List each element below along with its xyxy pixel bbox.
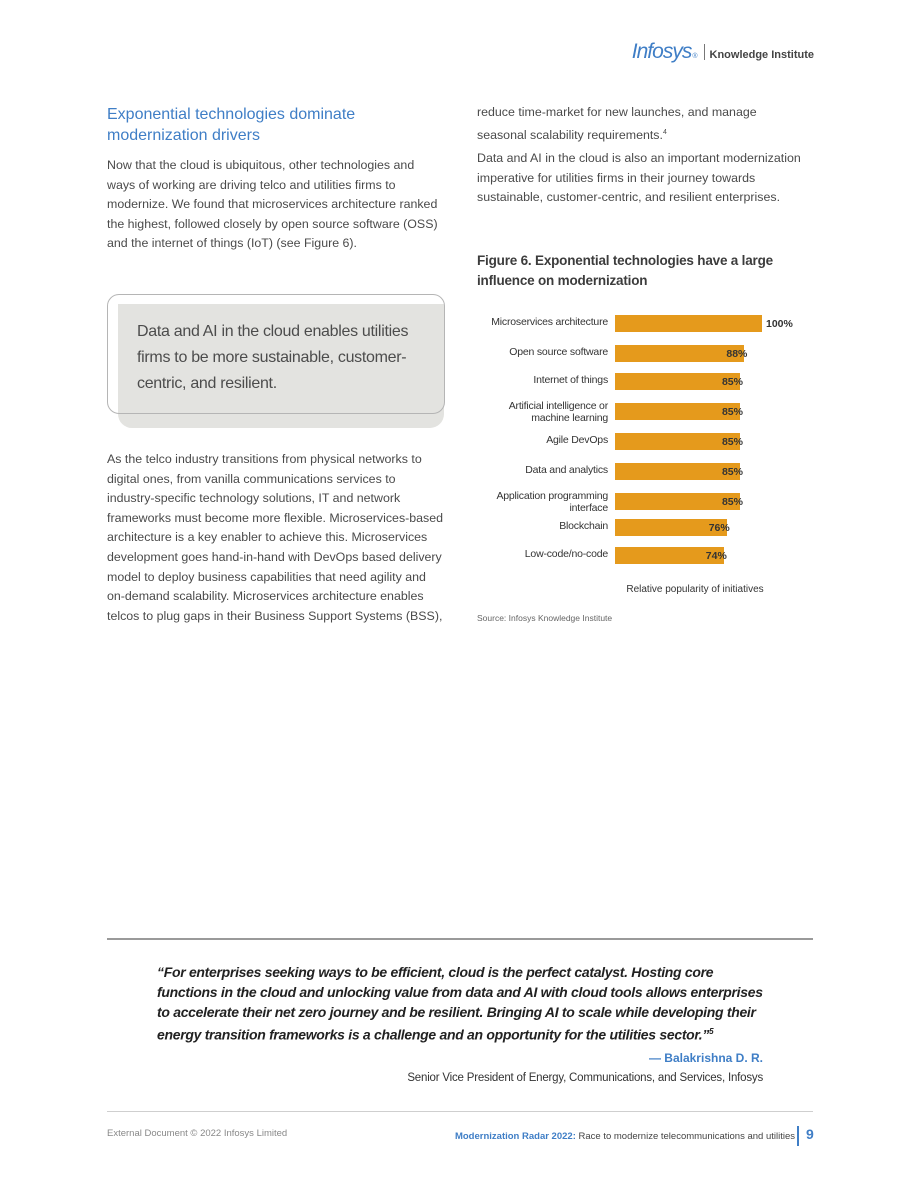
- continued-paragraph-text: reduce time-market for new launches, and manage seasonal scalability requirements.: [477, 105, 757, 142]
- section-heading: Exponential technologies dominate modernization drivers: [107, 106, 356, 144]
- bar-chart: [480, 305, 810, 600]
- bar-value-label: 85%: [721, 376, 743, 388]
- pull-quote-text: “For enterprises seeking ways to be efficient, cloud is the perfect catalyst. Hosting core functions in the cloud and unlocking value from data and AI with cloud tools allows enterprises to accelerate their net zero journey and be resilient. Bringing AI to scale while developing their energy transition frameworks is a challenge and an opportunity for the utilities sector.”: [157, 964, 763, 1043]
- bar-value-label: 85%: [721, 406, 743, 418]
- bar-label: Internet of things: [533, 373, 608, 386]
- pull-quote: [157, 962, 767, 1045]
- page-number: 9: [806, 1126, 814, 1142]
- logo-subtitle: Knowledge Institute: [709, 49, 814, 61]
- quote-divider: [107, 938, 813, 940]
- footer-copyright: External Document © 2022 Infosys Limited: [107, 1128, 288, 1139]
- bar-value-label: 85%: [721, 496, 743, 508]
- continued-paragraph: [477, 103, 807, 145]
- report-title: Modernization Radar 2022:: [454, 1131, 576, 1142]
- figure-title: Figure 6. Exponential technologies have a large influence on modernization: [477, 253, 773, 288]
- footer-report-title: [455, 1131, 795, 1142]
- bar-label: Microservices architecture: [491, 315, 608, 328]
- bar-label: Data and analytics: [525, 463, 608, 476]
- bar-value-label: 88%: [726, 348, 748, 360]
- intro-paragraph: Now that the cloud is ubiquitous, other technologies and ways of working are driving telco and utilities firms to modernize. We found that microservices architecture ranked the highest, followed closely by open source software (OSS) and the internet of things (IoT) (see Figure 6).: [107, 158, 438, 251]
- bar-label: Artificial intelligence or machine learning: [508, 399, 608, 424]
- callout-quote: Data and AI in the cloud enables utilities firms to be more sustainable, customer-centric, and resilient.: [137, 323, 409, 392]
- bar-label: Agile DevOps: [546, 433, 608, 446]
- footer-divider: [107, 1111, 813, 1112]
- bar-label: Application programming interface: [496, 489, 608, 514]
- bar-value-label: 76%: [708, 522, 730, 534]
- bar-value-label: 100%: [766, 318, 793, 330]
- figure-source: Source: Infosys Knowledge Institute: [477, 613, 613, 623]
- bar-value-label: 85%: [721, 436, 743, 448]
- bar: [615, 345, 744, 362]
- logo-registered-mark: ®: [692, 53, 698, 60]
- bar-label: Blockchain: [559, 519, 608, 532]
- bar-label: Low-code/no-code: [524, 547, 608, 560]
- page-number-bar: [797, 1126, 799, 1146]
- data-ai-paragraph: Data and AI in the cloud is also an important modernization imperative for utilities firms in their journey towards sustainable, customer-centric, and resilient enterprises.: [477, 151, 801, 205]
- quote-author-role: Senior Vice President of Energy, Communications, and Services, Infosys: [407, 1072, 763, 1084]
- logo-wordmark: Infosys: [631, 40, 692, 63]
- body-paragraph: As the telco industry transitions from physical networks to digital ones, from vanilla communications services to industry-specific technology solutions, IT and network frameworks must become more flexible. Microservices-based architecture is a key enabler to achieve this. Microservices development goes hand-in-hand with DevOps based delivery model to deploy business capabilities that need agility and on-demand scalability. Microservices architecture enables telcos to plug gaps in their Business Support Systems (BSS),: [107, 452, 444, 623]
- x-axis-label: Relative popularity of initiatives: [626, 584, 764, 595]
- quote-footnote-ref: 5: [709, 1027, 714, 1036]
- bar-value-label: 85%: [721, 466, 743, 478]
- report-subtitle: Race to modernize telecommunications and utilities: [575, 1131, 795, 1142]
- infosys-logo: [632, 40, 814, 64]
- bar-label: Open source software: [509, 345, 608, 358]
- bar-value-label: 74%: [705, 550, 727, 562]
- logo-separator: [704, 44, 705, 60]
- quote-author: — Balakrishna D. R.: [648, 1051, 763, 1065]
- bar: [615, 315, 762, 332]
- footnote-ref: 4: [662, 128, 667, 136]
